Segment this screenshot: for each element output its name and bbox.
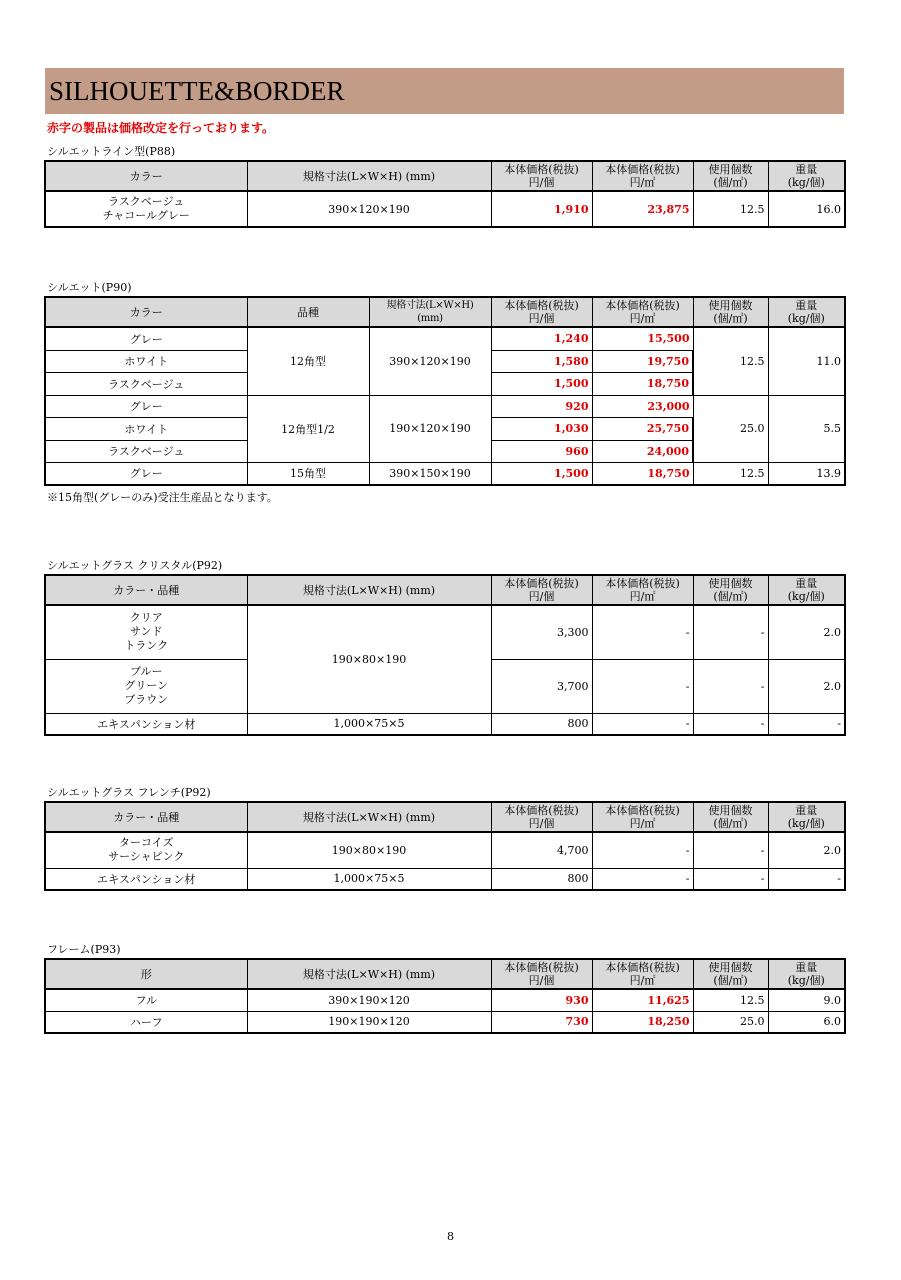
- price-piece-cell: 1,500: [491, 372, 592, 395]
- price-piece-cell: 1,030: [491, 417, 592, 440]
- header-cell: 本体価格(税抜) 円/㎡: [592, 575, 693, 605]
- section-title-glass-crystal: シルエットグラス クリスタル(P92): [47, 559, 223, 572]
- price-piece-cell: 1,580: [491, 350, 592, 372]
- weight-cell: 13.9: [768, 462, 845, 485]
- header-cell: 本体価格(税抜) 円/個: [491, 802, 592, 832]
- header-cell: 規格寸法(L×W×H) (mm): [247, 575, 491, 605]
- header-cell: カラー: [45, 161, 247, 191]
- color-cell: ラスクベージュ: [45, 440, 247, 462]
- price-m2-cell: 23,000: [592, 395, 693, 417]
- color-cell: グレー: [45, 395, 247, 417]
- header-cell: 使用個数 (個/㎡): [693, 161, 768, 191]
- price-revision-notice: 赤字の製品は価格改定を行っております。: [47, 121, 275, 135]
- price-m2-cell: 24,000: [592, 440, 693, 462]
- price-piece-cell: 3,700: [491, 659, 592, 713]
- header-cell: 使用個数 (個/㎡): [693, 575, 768, 605]
- weight-cell: 2.0: [768, 605, 845, 659]
- count-cell: 12.5: [693, 989, 768, 1011]
- header-cell: カラー・品種: [45, 575, 247, 605]
- price-piece-cell: 730: [491, 1011, 592, 1033]
- price-m2-cell: 18,750: [592, 462, 693, 485]
- header-cell: 本体価格(税抜) 円/㎡: [592, 802, 693, 832]
- header-cell: 品種: [247, 297, 369, 327]
- type-cell: 12角型: [247, 327, 369, 395]
- table-row: [45, 395, 845, 417]
- price-m2-cell: 23,875: [592, 191, 693, 227]
- color-cell: グレー: [45, 327, 247, 350]
- table-row: [45, 462, 845, 485]
- size-cell: 190×80×190: [247, 605, 491, 713]
- price-m2-cell: -: [592, 868, 693, 890]
- weight-cell: 9.0: [768, 989, 845, 1011]
- header-cell: 規格寸法(L×W×H) (mm): [247, 161, 491, 191]
- type-cell: 15角型: [247, 462, 369, 485]
- header-cell: 重量 (kg/個): [768, 161, 845, 191]
- header-cell: 規格寸法(L×W×H) (mm): [247, 959, 491, 989]
- header-cell: 使用個数 (個/㎡): [693, 297, 768, 327]
- price-m2-cell: -: [592, 659, 693, 713]
- table-header-row: [45, 297, 845, 327]
- count-cell: 25.0: [693, 1011, 768, 1033]
- weight-cell: 2.0: [768, 659, 845, 713]
- table-row: [45, 713, 845, 735]
- price-piece-cell: 930: [491, 989, 592, 1011]
- count-cell: -: [693, 713, 768, 735]
- header-cell: 重量 (kg/個): [768, 575, 845, 605]
- color-cell: グレー: [45, 462, 247, 485]
- color-cell: ターコイズ サーシャピンク: [45, 832, 247, 868]
- header-cell: 重量 (kg/個): [768, 959, 845, 989]
- table-header-row: [45, 161, 845, 191]
- color-cell: ホワイト: [45, 350, 247, 372]
- price-m2-cell: 19,750: [592, 350, 693, 372]
- section-title-frame: フレーム(P93): [47, 943, 121, 956]
- header-cell: 規格寸法(L×W×H) (mm): [369, 297, 491, 327]
- header-cell: 使用個数 (個/㎡): [693, 802, 768, 832]
- price-m2-cell: 15,500: [592, 327, 693, 350]
- table-header-row: [45, 959, 845, 989]
- header-cell: 規格寸法(L×W×H) (mm): [247, 802, 491, 832]
- weight-cell: -: [768, 868, 845, 890]
- size-cell: 190×190×120: [247, 1011, 491, 1033]
- header-cell: 本体価格(税抜) 円/個: [491, 959, 592, 989]
- price-piece-cell: 800: [491, 868, 592, 890]
- table-row: [45, 327, 845, 350]
- color-cell: クリア サンド トランク: [45, 605, 247, 659]
- price-piece-cell: 3,300: [491, 605, 592, 659]
- section-title-silhouette: シルエット(P90): [47, 281, 132, 294]
- header-cell: 本体価格(税抜) 円/㎡: [592, 161, 693, 191]
- header-cell: 本体価格(税抜) 円/㎡: [592, 959, 693, 989]
- type-cell: 12角型1/2: [247, 395, 369, 462]
- color-cell: エキスパンション材: [45, 713, 247, 735]
- count-cell: -: [693, 868, 768, 890]
- price-m2-cell: -: [592, 713, 693, 735]
- header-cell: 重量 (kg/個): [768, 297, 845, 327]
- table-glass-crystal: [44, 574, 846, 736]
- header-cell: 使用個数 (個/㎡): [693, 959, 768, 989]
- section-title-glass-french: シルエットグラス フレンチ(P92): [47, 786, 211, 799]
- title-banner: [45, 68, 844, 114]
- header-cell: 本体価格(税抜) 円/㎡: [592, 297, 693, 327]
- table-silhouette-line: [44, 160, 846, 228]
- size-cell: 190×120×190: [369, 395, 491, 462]
- count-cell: 12.5: [693, 462, 768, 485]
- table-frame: [44, 958, 846, 1034]
- price-m2-cell: 18,250: [592, 1011, 693, 1033]
- price-piece-cell: 1,240: [491, 327, 592, 350]
- price-piece-cell: 920: [491, 395, 592, 417]
- weight-cell: 5.5: [768, 395, 845, 462]
- weight-cell: 2.0: [768, 832, 845, 868]
- table-glass-french: [44, 801, 846, 891]
- color-cell: ホワイト: [45, 417, 247, 440]
- color-cell: ブルー グリーン ブラウン: [45, 659, 247, 713]
- size-cell: 1,000×75×5: [247, 868, 491, 890]
- price-piece-cell: 960: [491, 440, 592, 462]
- count-cell: 12.5: [693, 191, 768, 227]
- table-row: [45, 1011, 845, 1033]
- weight-cell: 16.0: [768, 191, 845, 227]
- color-cell: エキスパンション材: [45, 868, 247, 890]
- price-piece-cell: 800: [491, 713, 592, 735]
- count-cell: -: [693, 605, 768, 659]
- table-silhouette: [44, 296, 846, 486]
- page-number: 8: [447, 1230, 454, 1243]
- table-row: [45, 832, 845, 868]
- size-cell: 190×80×190: [247, 832, 491, 868]
- count-cell: -: [693, 659, 768, 713]
- table-row: [45, 191, 845, 227]
- header-cell: 本体価格(税抜) 円/個: [491, 297, 592, 327]
- header-cell: 本体価格(税抜) 円/個: [491, 575, 592, 605]
- size-cell: 390×190×120: [247, 989, 491, 1011]
- table-header-row: [45, 575, 845, 605]
- price-piece-cell: 1,910: [491, 191, 592, 227]
- weight-cell: -: [768, 713, 845, 735]
- table-row: [45, 605, 845, 659]
- size-cell: 390×120×190: [369, 327, 491, 395]
- count-cell: -: [693, 832, 768, 868]
- count-cell: 25.0: [693, 395, 768, 462]
- size-cell: 390×150×190: [369, 462, 491, 485]
- price-m2-cell: 25,750: [592, 417, 693, 440]
- weight-cell: 6.0: [768, 1011, 845, 1033]
- header-cell: 重量 (kg/個): [768, 802, 845, 832]
- shape-cell: ハーフ: [45, 1011, 247, 1033]
- size-cell: 1,000×75×5: [247, 713, 491, 735]
- color-cell: ラスクベージュ: [45, 372, 247, 395]
- price-piece-cell: 1,500: [491, 462, 592, 485]
- weight-cell: 11.0: [768, 327, 845, 395]
- count-cell: 12.5: [693, 327, 768, 395]
- table-row: [45, 868, 845, 890]
- page-title: SILHOUETTE&BORDER: [49, 76, 345, 106]
- size-cell: 390×120×190: [247, 191, 491, 227]
- shape-cell: フル: [45, 989, 247, 1011]
- price-m2-cell: 18,750: [592, 372, 693, 395]
- price-piece-cell: 4,700: [491, 832, 592, 868]
- section-title-silhouette-line: シルエットライン型(P88): [47, 145, 176, 158]
- header-cell: カラー・品種: [45, 802, 247, 832]
- price-m2-cell: 11,625: [592, 989, 693, 1011]
- made-to-order-note: ※15角型(グレーのみ)受注生産品となります。: [47, 491, 278, 504]
- color-cell: ラスクベージュ チャコールグレー: [45, 191, 247, 227]
- header-cell: カラー: [45, 297, 247, 327]
- header-cell: 本体価格(税抜) 円/個: [491, 161, 592, 191]
- price-m2-cell: -: [592, 832, 693, 868]
- header-cell: 形: [45, 959, 247, 989]
- price-m2-cell: -: [592, 605, 693, 659]
- table-row: [45, 989, 845, 1011]
- table-header-row: [45, 802, 845, 832]
